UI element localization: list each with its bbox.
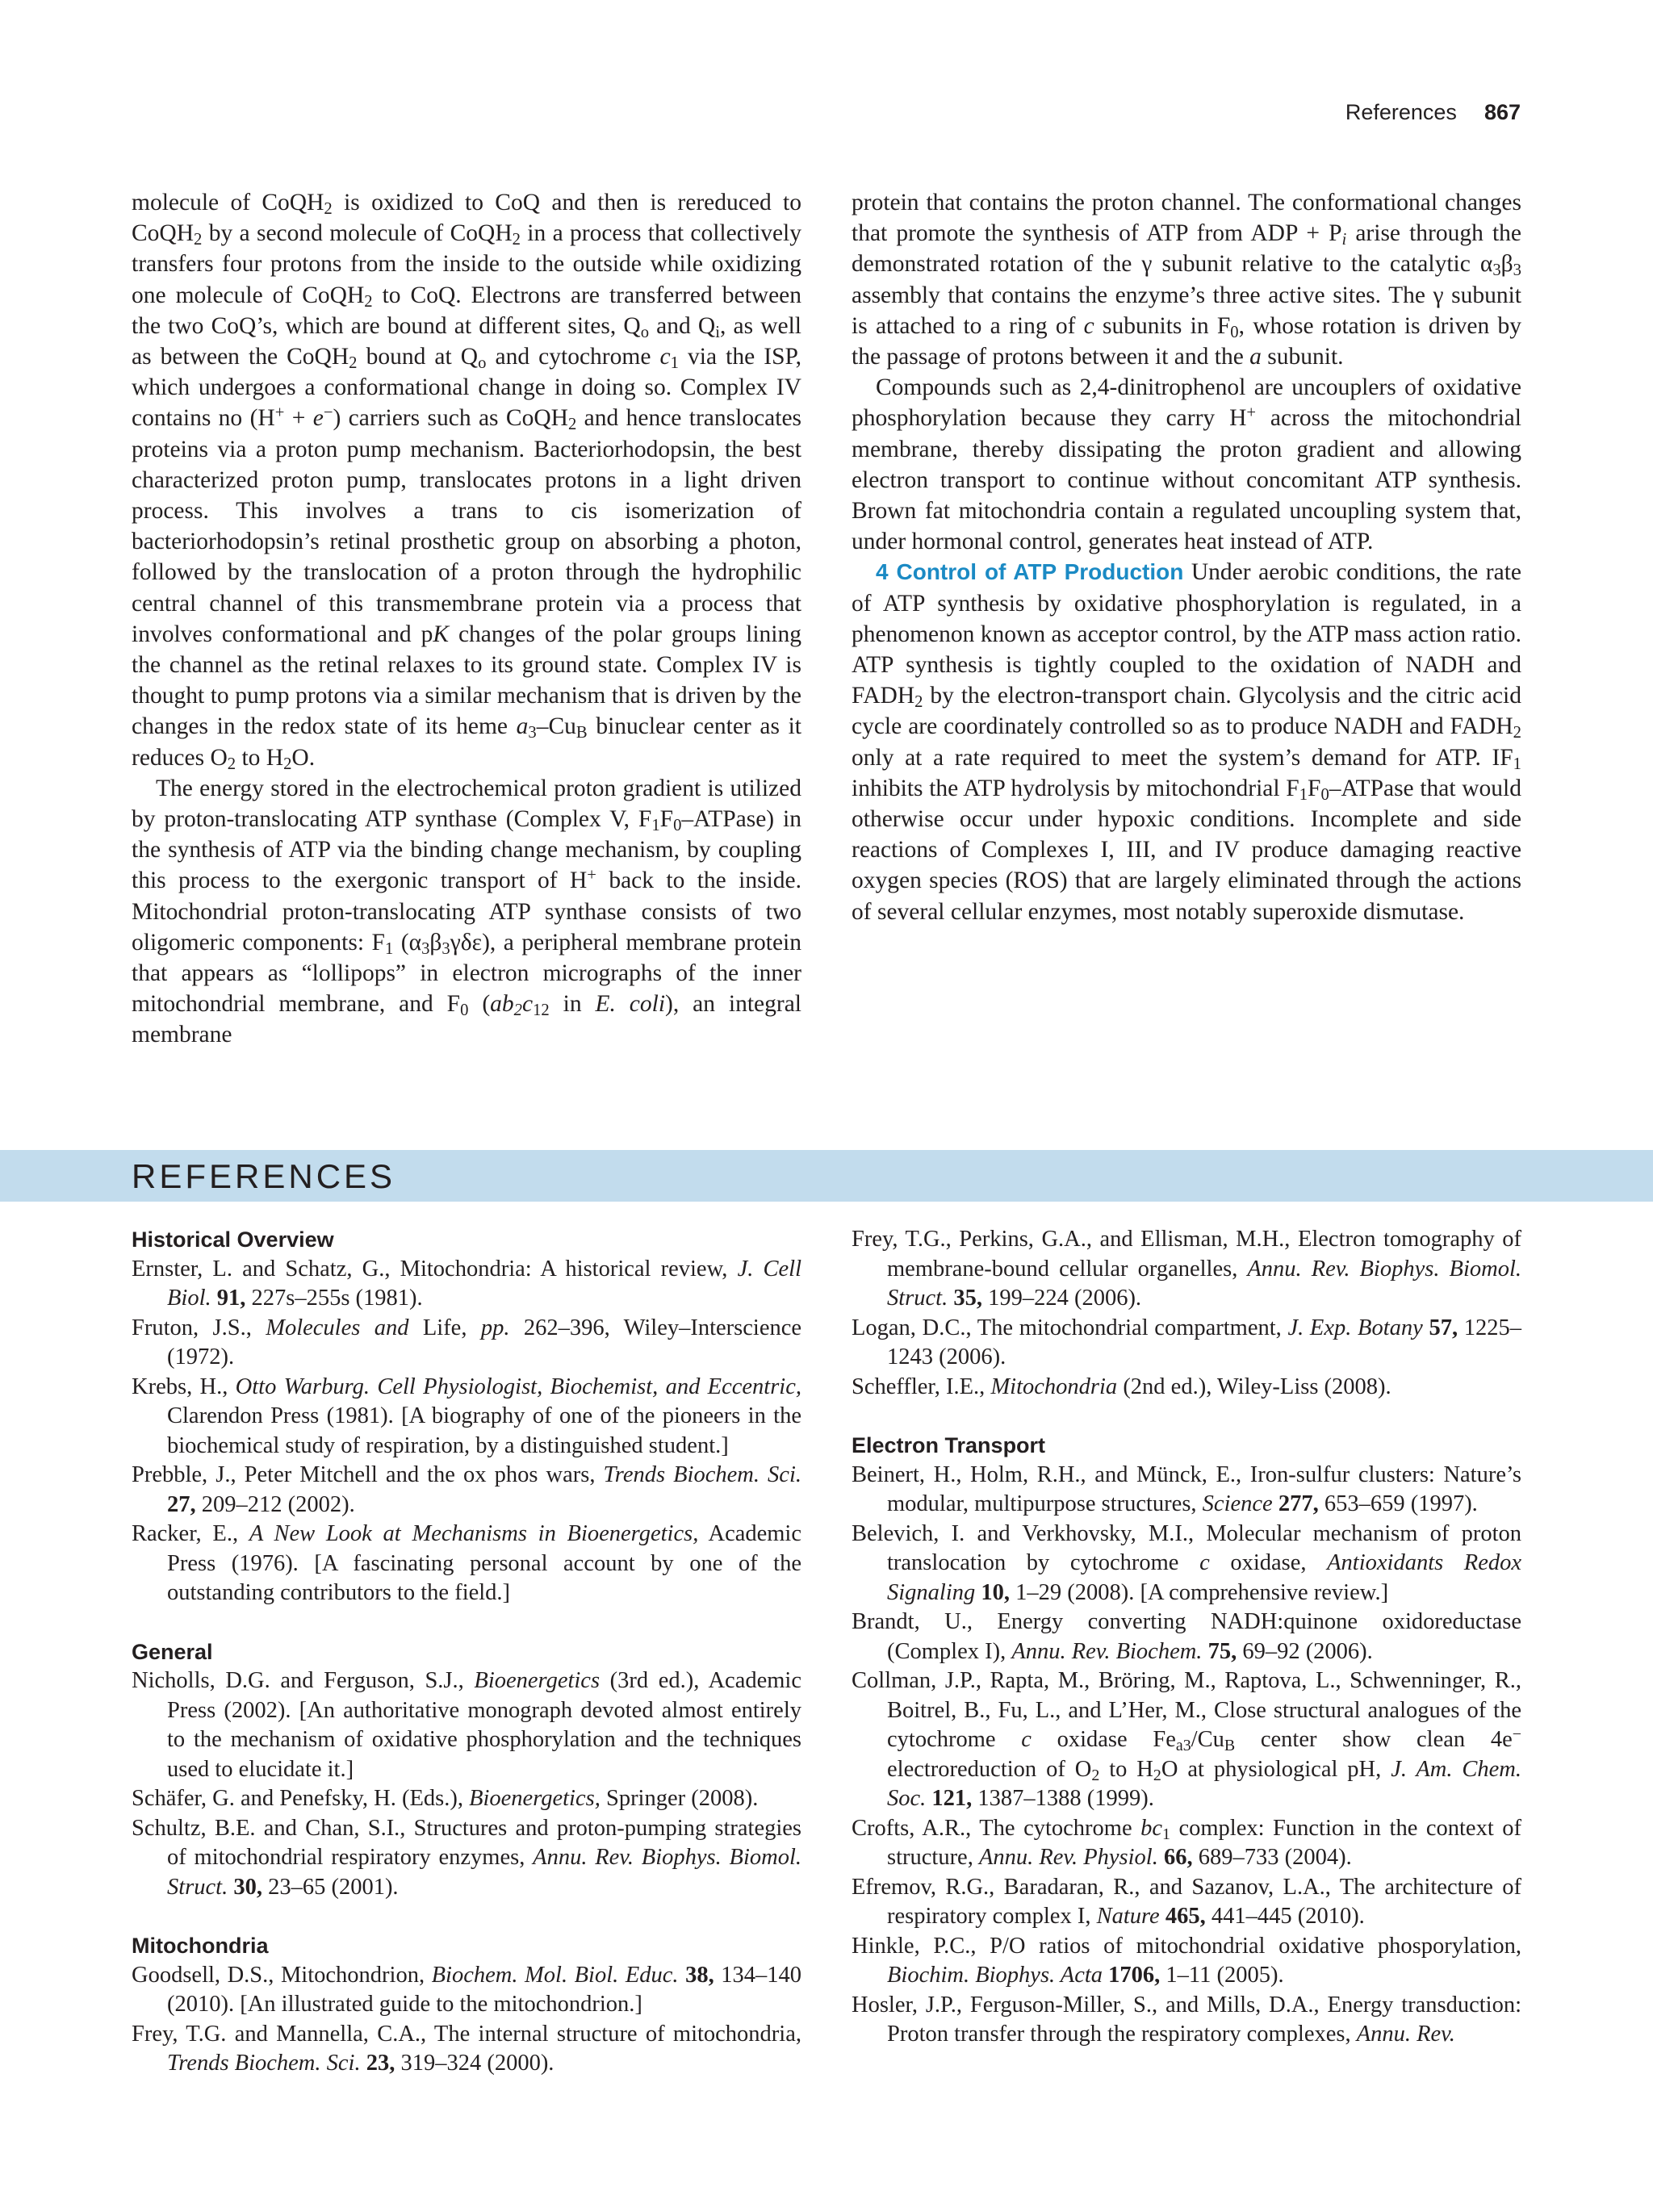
reference-item: Racker, E., A New Look at Mechanisms in Bioenergetics, Academic Press (1976). [A fascinating personal account by one of the outstanding contributors to the field.]: [132, 1521, 802, 1605]
reference-item: Ernster, L. and Schatz, G., Mitochondria: A historical review, J. Cell Biol. 91, 227s–255s (1981).: [132, 1256, 801, 1311]
running-header: [1345, 100, 1521, 125]
reference-item: Schultz, B.E. and Chan, S.I., Structures and proton-pumping strategies of mitochondrial respiratory enzymes, Annu. Rev. Biophys. Biomol. Struct. 30, 23–65 (2001).: [132, 1815, 801, 1900]
left-paragraph-2: The energy stored in the electrochemical proton gradient is utilized by proton-translocating ATP synthase (Complex V, $F_1F_0-ATPase$) in the synthesis of ATP via the binding change mechanism, by coupling this process to the exergonic transport of H+ back to the inside. Mitochondrial proton-translocating ATP synthase consists of two oligomeric components: $F_1$ $(\alpha_3\beta_3\gamma\delta\varepsilon)$, a peripheral membrane protein that appears as “lollipops” in electron micrographs of the inner mitochondrial membrane, and $F_0$ ($ab_2c_{12}$ in E. coli), an integral membrane: [132, 775, 801, 1048]
reference-item: Nicholls, D.G. and Ferguson, S.J., Bioenergetics (3rd ed.), Academic Press (2002). [An authoritative monograph devoted almost entirely to the mechanism of oxidative phosphorylation and the techniques used to elucidate it.]: [132, 1668, 801, 1782]
ref-heading-mitochondria: Mitochondria: [132, 1934, 269, 1958]
reference-item: Crofts, A.R., The cytochrome $bc_1$ complex: Function in the context of structure, Annu. Rev. Physiol. 66, 689–733 (2004).: [852, 1815, 1521, 1870]
right-column: [852, 187, 1521, 927]
references-title: REFERENCES: [132, 1157, 396, 1195]
left-column: [132, 187, 801, 1051]
reference-item: Fruton, J.S., Molecules and Life, pp. 262–396, Wiley–Interscience (1972).: [132, 1315, 802, 1369]
left-paragraph-1: molecule of CoQH$_2$ is oxidized to CoQ and then is rereduced to CoQH$_2$ by a second molecule of CoQH$_2$ in a process that collectively transfers four protons from the inside to the outside while oxidizing one molecule of CoQH$_2$ to CoQ. Electrons are transferred between the two CoQ’s, which are bound at different sites, $Q_o$ and $Q_i$, as well as between the CoQH$_2$ bound at $Q_o$ and cytochrome $c_1$ via the ISP, which undergoes a conformational change in doing so. Complex IV contains no (H+ + e−) carriers such as CoQH$_2$ and hence translocates proteins via a proton pump mechanism. Bacteriorhodopsin, the best characterized proton pump, translocates protons in a light driven process. This involves a trans to cis isomerization of bacteriorhodopsin’s retinal prosthetic group on absorbing a photon, followed by the translocation of a proton through the hydrophilic central channel of this transmembrane protein via a process that involves conformational and pK changes of the polar groups lining the channel as the retinal relaxes to its ground state. Complex IV is thought to pump protons via a similar mechanism that is driven by the changes in the redox state of its heme $a_3-Cu_B$ binuclear center as it reduces $O_2$ to $H_2O$.: [132, 190, 802, 773]
reference-item: Krebs, H., Otto Warburg. Cell Physiologist, Biochemist, and Eccentric, Clarendon Press (1981). [A biography of one of the pioneers in the biochemical study of respiration, by a distinguished student.]: [132, 1374, 801, 1458]
reference-item: Hinkle, P.C., P/O ratios of mitochondrial oxidative phosporylation, Biochim. Biophys. Acta 1706, 1–11 (2005).: [852, 1933, 1521, 1988]
right-paragraph-2: Compounds such as 2,4-dinitrophenol are uncouplers of oxidative phosphorylation because they carry H+ across the mitochondrial membrane, thereby dissipating the proton gradient and allowing electron transport to continue without concomitant ATP synthesis. Brown fat mitochondria contain a regulated uncoupling system that, under hormonal control, generates heat instead of ATP.: [852, 374, 1521, 555]
reference-item: Belevich, I. and Verkhovsky, M.I., Molecular mechanism of proton translocation by cytochrome c oxidase, Antioxidants Redox Signaling 10, 1–29 (2008). [A comprehensive review.]: [852, 1520, 1522, 1605]
reference-item: Goodsell, D.S., Mitochondrion, Biochem. Mol. Biol. Educ. 38, 134–140 (2010). [An illustrated guide to the mitochondrion.]: [132, 1962, 801, 2017]
ref-heading-historical: Historical Overview: [132, 1227, 334, 1252]
page-number: 867: [1484, 100, 1521, 124]
reference-item: Frey, T.G., Perkins, G.A., and Ellisman, M.H., Electron tomography of membrane-bound cellular organelles, Annu. Rev. Biophys. Biomol. Struct. 35, 199–224 (2006).: [852, 1227, 1521, 1311]
reference-item: Scheffler, I.E., Mitochondria (2nd ed.), Wiley-Liss (2008).: [852, 1374, 1391, 1399]
reference-item: Prebble, J., Peter Mitchell and the ox phos wars, Trends Biochem. Sci. 27, 209–212 (2002).: [132, 1462, 801, 1517]
ref-heading-electron-transport: Electron Transport: [852, 1433, 1046, 1457]
reference-item: Hosler, J.P., Ferguson-Miller, S., and Mills, D.A., Energy transduction: Proton transfer through the respiratory complexes, Annu. Rev.: [852, 1992, 1521, 2047]
references-left-column: [132, 1225, 801, 2079]
reference-item: Collman, J.P., Rapta, M., Bröring, M., Raptova, L., Schwenninger, R., Boitrel, B., Fu, L., and L’Her, M., Close structural analogues of the cytochrome c oxidase $Fe_{a3}/Cu_B$ center show clean 4e− electroreduction of $O_2$ to $H_2O$ at physiological pH, J. Am. Chem. Soc. 121, 1387–1388 (1999).: [852, 1668, 1522, 1811]
reference-item: Schäfer, G. and Penefsky, H. (Eds.), Bioenergetics, Springer (2008).: [132, 1786, 759, 1811]
header-label: References: [1345, 100, 1457, 124]
reference-item: Frey, T.G. and Mannella, C.A., The internal structure of mitochondria, Trends Biochem. Sci. 23, 319–324 (2000).: [132, 2021, 801, 2076]
right-paragraph-3: 4 Control of ATP Production Under aerobic conditions, the rate of ATP synthesis by oxidative phosphorylation is regulated, in a phenomenon known as acceptor control, by the ATP mass action ratio. ATP synthesis is tightly coupled to the oxidation of NADH and $FADH_2$ by the electron-transport chain. Glycolysis and the citric acid cycle are coordinately controlled so as to produce NADH and $FADH_2$ only at a rate required to meet the system’s demand for ATP. $IF_1$ inhibits the ATP hydrolysis by mitochondrial $F_1F_0$–ATPase that would otherwise occur under hypoxic conditions. Incomplete and side reactions of Complexes I, III, and IV produce damaging reactive oxygen species (ROS) that are largely eliminated through the actions of several cellular enzymes, most notably superoxide dismutase.: [852, 559, 1521, 925]
reference-item: Efremov, R.G., Baradaran, R., and Sazanov, L.A., The architecture of respiratory complex I, Nature 465, 441–445 (2010).: [852, 1874, 1521, 1929]
references-right-column: [852, 1225, 1521, 2050]
ref-heading-general: General: [132, 1639, 213, 1664]
right-paragraph-1: protein that contains the proton channel. The conformational changes that promote the synthesis of ATP from ADP + $P_i$ arise through the demonstrated rotation of the γ subunit relative to the catalytic $\alpha_3\beta_3$ assembly that contains the enzyme’s three active sites. The γ subunit is attached to a ring of c subunits in $F_0$, whose rotation is driven by the passage of protons between it and the a subunit.: [852, 190, 1521, 370]
reference-item: Brandt, U., Energy converting NADH:quinone oxidoreductase (Complex I), Annu. Rev. Biochem. 75, 69–92 (2006).: [852, 1609, 1521, 1664]
reference-item: Beinert, H., Holm, R.H., and Münck, E., Iron-sulfur clusters: Nature’s modular, multipurpose structures, Science 277, 653–659 (1997).: [852, 1461, 1521, 1516]
section-heading: 4 Control of ATP Production: [876, 559, 1184, 585]
reference-item: Logan, D.C., The mitochondrial compartment, J. Exp. Botany 57, 1225–1243 (2006).: [852, 1315, 1522, 1369]
